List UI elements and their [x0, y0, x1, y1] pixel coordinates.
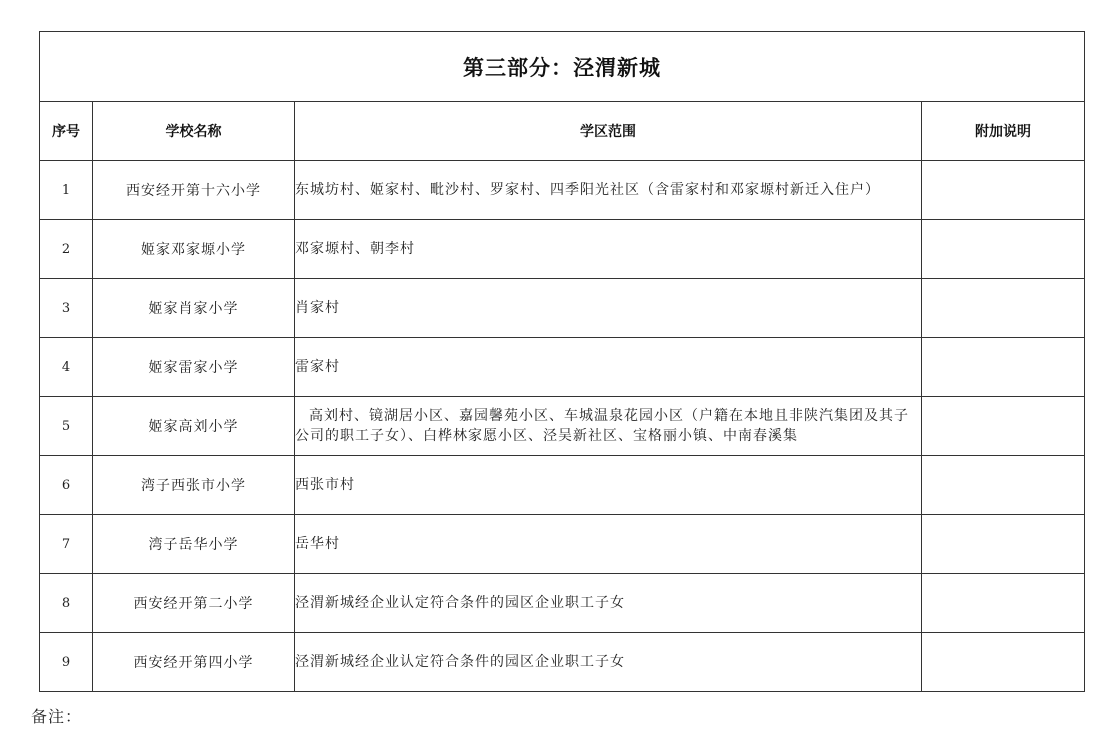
additional-note	[922, 456, 1085, 515]
page-title: 第三部分：泾渭新城	[40, 32, 1085, 102]
table-row	[40, 456, 1085, 515]
table-row	[40, 338, 1085, 397]
table-row	[40, 220, 1085, 279]
table-row	[40, 633, 1085, 692]
row-number: 4	[40, 338, 93, 397]
district-range: 邓家塬村、朝李村	[295, 220, 922, 279]
header-no: 序号	[40, 102, 93, 161]
district-range: 泾渭新城经企业认定符合条件的园区企业职工子女	[295, 633, 922, 692]
table-row	[40, 279, 1085, 338]
row-number: 9	[40, 633, 93, 692]
school-name: 姬家邓家塬小学	[93, 220, 295, 279]
row-number: 8	[40, 574, 93, 633]
school-name: 西安经开第十六小学	[93, 161, 295, 220]
table-row	[40, 515, 1085, 574]
additional-note	[922, 161, 1085, 220]
school-name: 姬家雷家小学	[93, 338, 295, 397]
school-name: 西安经开第二小学	[93, 574, 295, 633]
row-number: 2	[40, 220, 93, 279]
row-number: 1	[40, 161, 93, 220]
row-number: 6	[40, 456, 93, 515]
additional-note	[922, 397, 1085, 456]
school-name: 湾子西张市小学	[93, 456, 295, 515]
school-name: 湾子岳华小学	[93, 515, 295, 574]
title-row	[40, 32, 1085, 102]
district-range: 雷家村	[295, 338, 922, 397]
district-range: 西张市村	[295, 456, 922, 515]
header-district-range: 学区范围	[295, 102, 922, 161]
district-range: 泾渭新城经企业认定符合条件的园区企业职工子女	[295, 574, 922, 633]
row-number: 5	[40, 397, 93, 456]
school-name: 姬家肖家小学	[93, 279, 295, 338]
district-range: 东城坊村、姬家村、毗沙村、罗家村、四季阳光社区（含雷家村和邓家塬村新迁入住户）	[295, 161, 922, 220]
additional-note	[922, 633, 1085, 692]
school-name: 西安经开第四小学	[93, 633, 295, 692]
header-additional-note: 附加说明	[922, 102, 1085, 161]
school-name: 姬家高刘小学	[93, 397, 295, 456]
additional-note	[922, 574, 1085, 633]
remark-label: 备注：	[31, 707, 83, 726]
table-row	[40, 161, 1085, 220]
additional-note	[922, 338, 1085, 397]
header-school-name: 学校名称	[93, 102, 295, 161]
header-row	[40, 102, 1085, 161]
row-number: 3	[40, 279, 93, 338]
table-row	[40, 574, 1085, 633]
row-number: 7	[40, 515, 93, 574]
district-range: 高刘村、镜湖居小区、嘉园馨苑小区、车城温泉花园小区（户籍在本地且非陕汽集团及其子公司的职工子女）、白桦林家愿小区、泾吴新社区、宝格丽小镇、中南春溪集	[295, 397, 922, 456]
table-row	[40, 397, 1085, 456]
additional-note	[922, 515, 1085, 574]
school-district-table	[39, 31, 1085, 692]
district-range: 肖家村	[295, 279, 922, 338]
district-range: 岳华村	[295, 515, 922, 574]
additional-note	[922, 279, 1085, 338]
additional-note	[922, 220, 1085, 279]
